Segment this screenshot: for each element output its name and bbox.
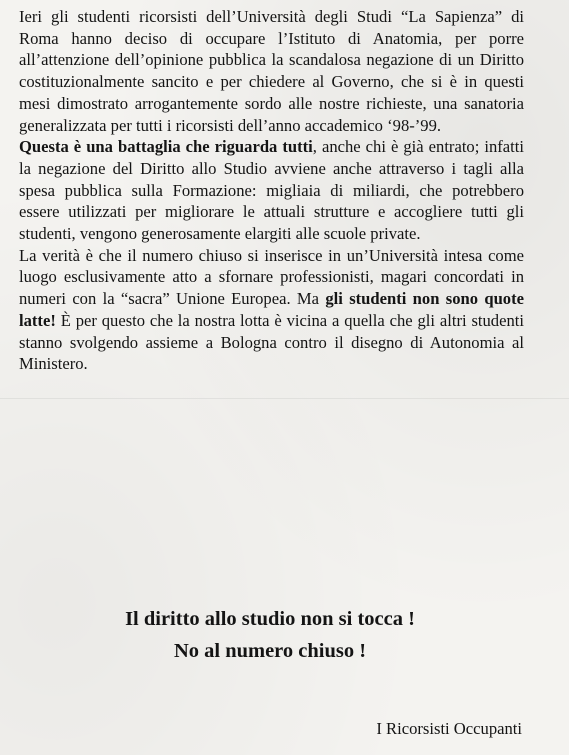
paragraph-text: La verità è che il numero chiuso si inserisce in un’Università intesa come luogo esclusivamente atto a sfornare professionisti, magari concordati in numeri con la “sacra” Unione Europea. Ma [19,245,524,309]
flyer-body [19,6,524,375]
paragraph-truth [19,245,524,375]
paragraph-text: È per questo che la nostra lotta è vicina a quella che gli altri studenti stanno svolgendo assieme a Bologna contro il disegno di Autonomia al Ministero. [19,310,524,374]
slogan-block [40,603,500,667]
paragraph-text: Ieri gli studenti ricorsisti dell’Università degli Studi “La Sapienza” di Roma hanno deciso di occupare l’Istituto di Anatomia, per porre all’attenzione dell’opinione pubblica la scandalosa negazione di un Diritto costituzionalmente sancito e per chiedere al Governo, che si è in questi mesi dimostrato arrogantemente sordo alle nostre richieste, una sanatoria generalizzata per tutti i ricorsisti dell’anno accademico ‘98-’99. [19,7,524,135]
paragraph-occupation [19,6,524,136]
bold-phrase: Questa è una battaglia che riguarda tutti [19,137,313,157]
slogan-right-to-study: Il diritto allo studio non si tocca ! [125,608,415,630]
paragraph-battle [19,136,524,245]
paper-fold-line [0,398,569,399]
paragraph-text: , anche chi è già entrato; infatti la negazione del Diritto allo Studio avviene anche attraverso i tagli alla spesa pubblica sulla Formazione: migliaia di miliardi, che potrebbero essere utilizzati per migliorare le attuali strutture e accogliere tutti gli studenti, vengono generosamente elargiti alle scuole private. [19,137,524,244]
bold-phrase: gli studenti non sono quote latte! [19,289,524,330]
signature: I Ricorsisti Occupanti [376,719,522,738]
slogan-no-numerus-clausus: No al numero chiuso ! [173,640,367,662]
